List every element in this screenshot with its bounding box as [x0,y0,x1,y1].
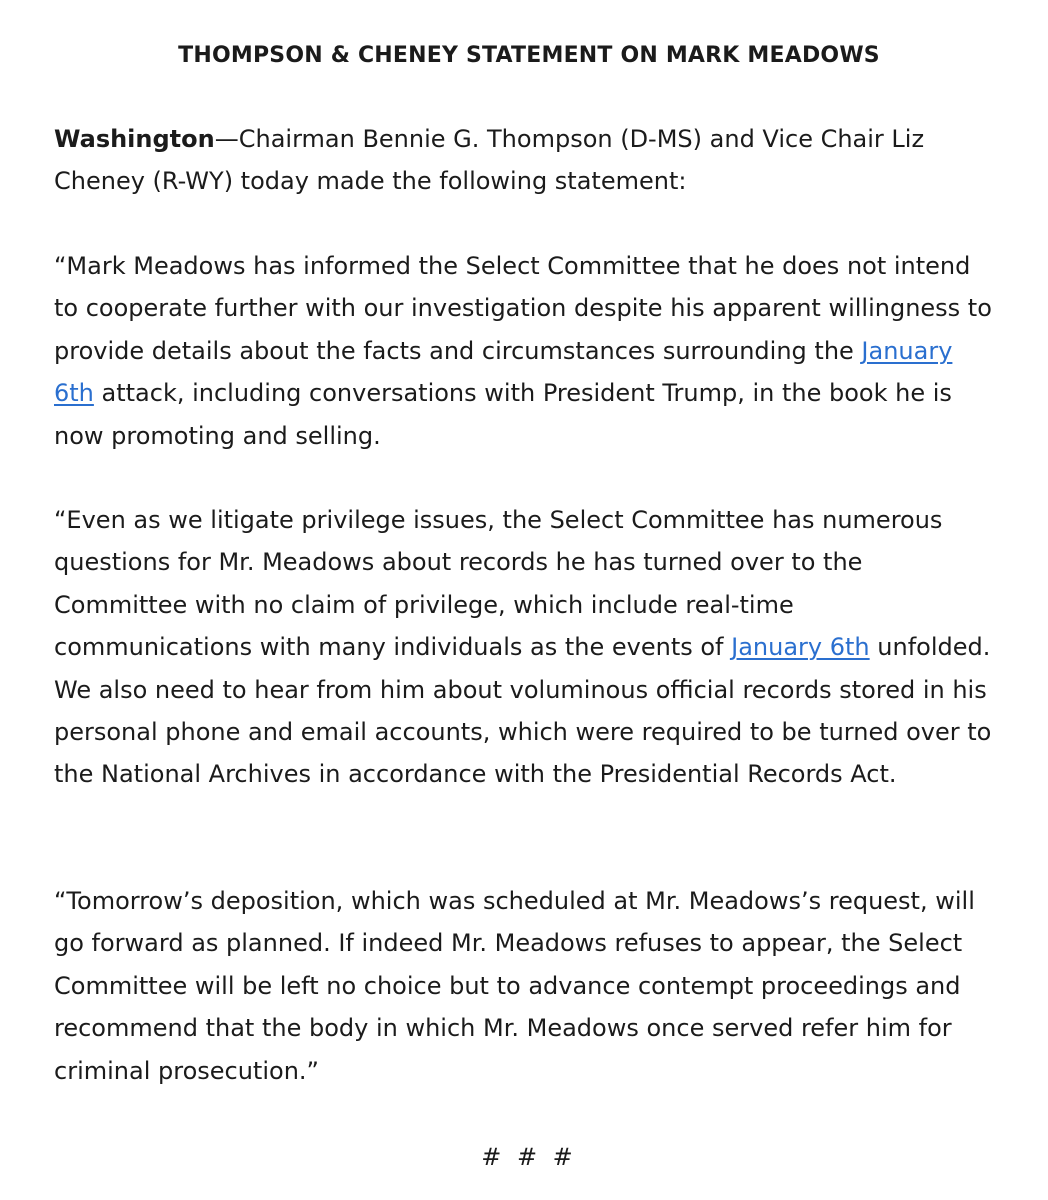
release-title: THOMPSON & CHENEY STATEMENT ON MARK MEADOWS [178,43,880,68]
intro-text: —Chairman Bennie G. Thompson (D-MS) and Vice Chair Liz Cheney (R-WY) today made the following statement: [54,125,925,196]
january-6th-link[interactable]: January 6th [54,336,953,408]
statement-paragraph-1 [54,245,999,457]
statement-paragraph-2 [54,499,999,796]
intro-paragraph [54,118,999,203]
paragraph-1-text-before-link: “Mark Meadows has informed the Select Committee that he does not intend to cooperate further with our investigation despite his apparent willingness to provide details about the facts and circumstances surrounding the [54,252,992,365]
paragraph-2-text-after-link: unfolded. We also need to hear from him about voluminous official records stored in his personal phone and email accounts, which were required to be turned over to the National Archives in accordance with the Presidential Records Act. [54,633,992,789]
paragraph-1-text-after-link: attack, including conversations with President Trump, in the book he is now promoting and selling. [54,379,952,450]
paragraph-2-text-before-link: “Even as we litigate privilege issues, the Select Committee has numerous questions for Mr. Meadows about records he has turned over to the Committee with no claim of privilege, which include real-time communications with many individuals as the events of [54,506,943,662]
january-6th-link[interactable]: January 6th [731,633,870,662]
statement-paragraph-3: “Tomorrow’s deposition, which was scheduled at Mr. Meadows’s request, will go forward as planned. If indeed Mr. Meadows refuses to appear, the Select Committee will be left no choice but to advance contempt proceedings and recommend that the body in which Mr. Meadows once served refer him for criminal prosecution.” [54,887,975,1085]
dateline: Washington [54,125,215,153]
end-of-release-mark: # # # [481,1143,577,1171]
